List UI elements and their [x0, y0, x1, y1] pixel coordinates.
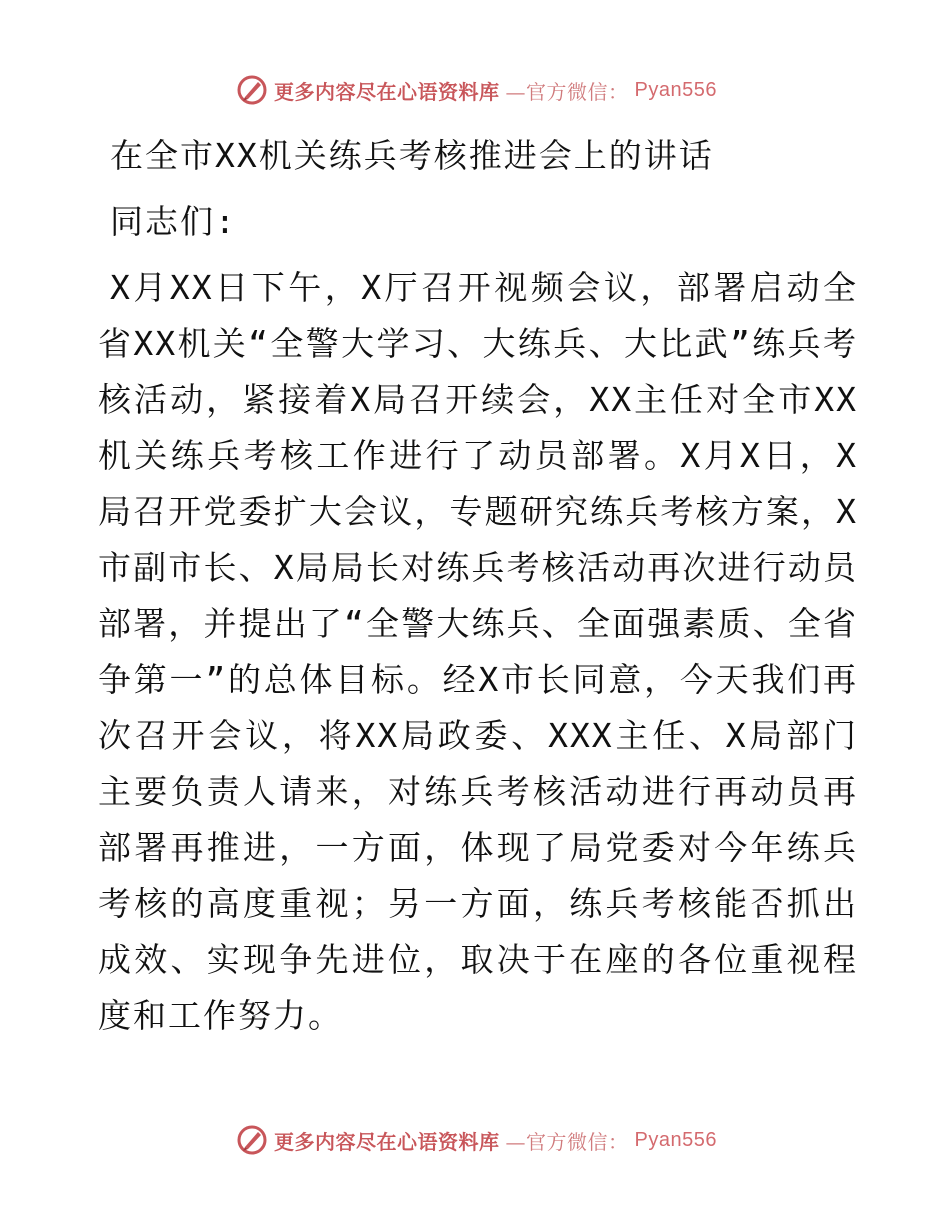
watermark-main-text: 更多内容尽在心语资料库: [274, 1129, 500, 1154]
watermark-header: [236, 73, 717, 107]
document-paragraph: X月XX日下午，X厅召开视频会议，部署启动全省XX机关“全警大学习、大练兵、大比武”练兵考核活动，紧接着X局召开续会，XX主任对全市XX机关练兵考核工作进行了动员部署。X月X日，X局召开党委扩大会议，专题研究练兵考核方案，X市副市长、X局局长对练兵考核活动再次进行动员部署，并提出了“全警大练兵、全面强素质、全省争第一”的总体目标。经X市长同意，今天我们再次召开会议，将XX局政委、XXX主任、X局部门主要负责人请来，对练兵考核活动进行再动员再部署再推进，一方面，体现了局党委对今年练兵考核的高度重视；另一方面，练兵考核能否抓出成效、实现争先进位，取决于在座的各位重视程度和工作努力。: [98, 268, 858, 1035]
watermark-separator-text: —官方微信：: [505, 1129, 629, 1154]
pen-nib-logo-icon: [236, 74, 268, 106]
watermark-account-text: Pyan556: [634, 1128, 717, 1151]
document-salutation: 同志们:: [110, 202, 237, 241]
watermark-account-text: Pyan556: [634, 78, 717, 101]
document-title: 在全市XX机关练兵考核推进会上的讲话: [110, 136, 714, 175]
watermark-main-text: 更多内容尽在心语资料库: [274, 79, 500, 104]
watermark-footer: [236, 1123, 717, 1157]
pen-nib-logo-icon: [236, 1124, 268, 1156]
watermark-separator-text: —官方微信：: [505, 79, 629, 104]
document-body: [98, 120, 858, 1044]
